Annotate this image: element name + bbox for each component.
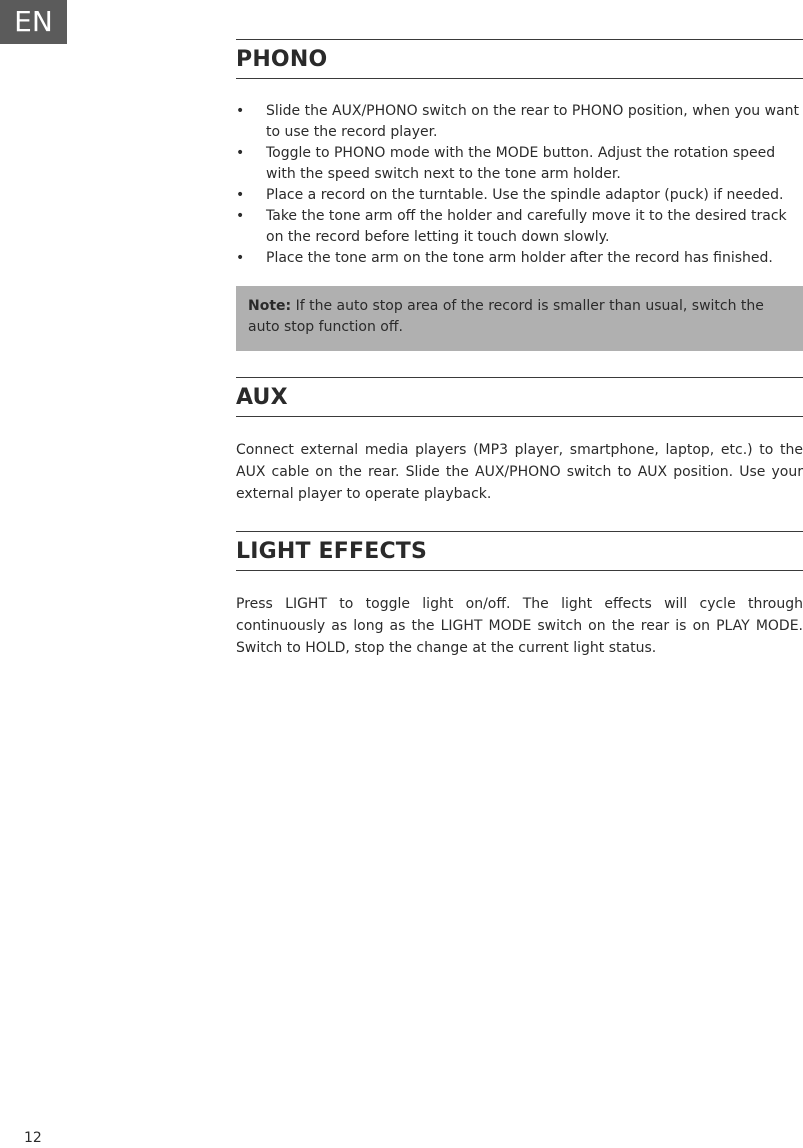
bullet-icon: • xyxy=(236,250,245,266)
list-item-text: Take the tone arm off the holder and carefully move it to the desired track on the record before letting it touch down slowly. xyxy=(266,208,787,245)
phono-instructions-list xyxy=(236,101,803,269)
language-tab: EN xyxy=(0,0,67,44)
note-text: If the auto stop area of the record is smaller than usual, switch the auto stop function off. xyxy=(248,298,764,335)
light-effects-section-header xyxy=(236,531,803,571)
note-label: Note: xyxy=(248,298,292,314)
manual-content xyxy=(236,39,803,659)
bullet-icon: • xyxy=(236,208,245,224)
phono-section-header xyxy=(236,39,803,79)
list-item-text: Place a record on the turntable. Use the spindle adaptor (puck) if needed. xyxy=(266,187,784,203)
note-box xyxy=(236,286,803,351)
list-item xyxy=(236,143,803,185)
aux-title: AUX xyxy=(236,384,288,410)
bullet-icon: • xyxy=(236,145,245,161)
light-effects-title: LIGHT EFFECTS xyxy=(236,538,428,564)
list-item-text: Slide the AUX/PHONO switch on the rear to PHONO position, when you want to use the record player. xyxy=(266,103,800,140)
list-item xyxy=(236,206,803,248)
bullet-icon: • xyxy=(236,103,245,119)
list-item xyxy=(236,185,803,206)
list-item xyxy=(236,248,803,269)
page-number: 12 xyxy=(24,1130,42,1146)
light-effects-paragraph: Press LIGHT to toggle light on/off. The light effects will cycle through continuously as long as the LIGHT MODE switch on the rear is on PLAY MODE. Switch to HOLD, stop the change at the current light status. xyxy=(236,596,803,656)
aux-paragraph: Connect external media players (MP3 player, smartphone, laptop, etc.) to the AUX cable on the rear. Slide the AUX/PHONO switch to AUX position. Use your external player to operate playback. xyxy=(236,442,803,502)
aux-section-header xyxy=(236,377,803,417)
phono-title: PHONO xyxy=(236,46,328,72)
list-item-text: Place the tone arm on the tone arm holder after the record has finished. xyxy=(266,250,773,266)
bullet-icon: • xyxy=(236,187,245,203)
list-item-text: Toggle to PHONO mode with the MODE button. Adjust the rotation speed with the speed switch next to the tone arm holder. xyxy=(266,145,776,182)
list-item xyxy=(236,101,803,143)
